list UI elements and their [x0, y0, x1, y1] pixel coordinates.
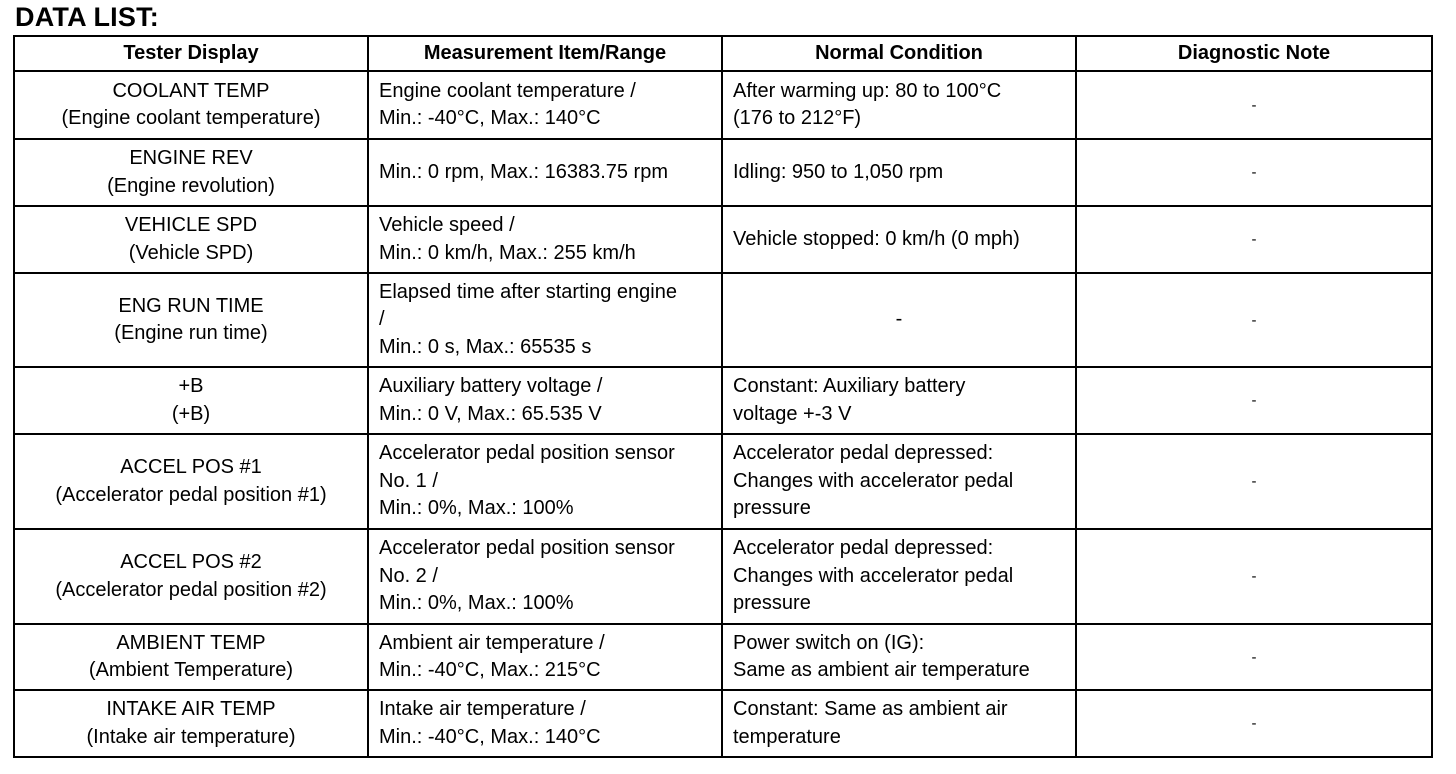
diagnostic-note-text: -	[1251, 392, 1257, 410]
header-normal-condition: Normal Condition	[722, 36, 1076, 71]
table-header-row	[14, 36, 1432, 71]
measurement-cell-line: Min.: -40°C, Max.: 140°C	[379, 725, 601, 748]
header-diagnostic-note: Diagnostic Note	[1076, 36, 1432, 71]
normal-condition-cell-line: pressure	[733, 592, 811, 615]
table-row	[14, 624, 1432, 690]
tester-display-cell-line: (Accelerator pedal position #2)	[55, 578, 327, 601]
normal-condition-cell-line: pressure	[733, 497, 811, 520]
diagnostic-note-text: -	[1251, 231, 1257, 249]
normal-condition-cell-line: Accelerator pedal depressed:	[733, 537, 994, 560]
measurement-cell-line: Accelerator pedal position sensor	[379, 537, 675, 560]
diagnostic-note-text: -	[1251, 473, 1257, 491]
measurement-cell	[368, 71, 722, 139]
measurement-cell-line: Ambient air temperature /	[379, 631, 605, 654]
normal-condition-cell-line: temperature	[733, 725, 841, 748]
tester-display-cell-line: (Intake air temperature)	[86, 725, 296, 748]
diagnostic-note-cell	[1076, 139, 1432, 206]
normal-condition-cell	[722, 434, 1076, 529]
tester-display-cell	[14, 71, 368, 139]
diagnostic-note-cell	[1076, 624, 1432, 690]
normal-condition-cell	[722, 690, 1076, 757]
measurement-cell-line: Min.: 0 V, Max.: 65.535 V	[379, 402, 602, 425]
tester-display-cell	[14, 273, 368, 367]
measurement-cell	[368, 367, 722, 434]
tester-display-cell-line: VEHICLE SPD	[124, 214, 258, 236]
measurement-cell-line: No. 1 /	[379, 469, 438, 492]
normal-condition-cell-line: -	[895, 308, 903, 331]
normal-condition-cell-line: After warming up: 80 to 100°C	[733, 79, 1002, 102]
tester-display-cell-line: +B	[178, 375, 204, 397]
tester-display-cell	[14, 529, 368, 624]
diagnostic-note-text: -	[1251, 311, 1257, 329]
diagnostic-note-cell	[1076, 529, 1432, 624]
normal-condition-cell-line: Idling: 950 to 1,050 rpm	[733, 160, 944, 183]
normal-condition-cell	[722, 139, 1076, 206]
measurement-cell	[368, 273, 722, 367]
table-row	[14, 273, 1432, 367]
normal-condition-cell	[722, 529, 1076, 624]
diagnostic-note-cell	[1076, 690, 1432, 757]
measurement-cell	[368, 434, 722, 529]
normal-condition-cell	[722, 367, 1076, 434]
diagnostic-note-cell	[1076, 206, 1432, 273]
tester-display-cell-line: AMBIENT TEMP	[116, 631, 266, 654]
header-tester-display: Tester Display	[14, 36, 368, 71]
tester-display-cell-line: ACCEL POS #2	[120, 551, 262, 573]
diagnostic-note-cell	[1076, 367, 1432, 434]
measurement-cell-line: Accelerator pedal position sensor	[379, 442, 675, 465]
measurement-cell-line: Min.: 0 rpm, Max.: 16383.75 rpm	[379, 160, 669, 183]
normal-condition-cell	[722, 71, 1076, 139]
tester-display-cell	[14, 434, 368, 529]
measurement-cell-line: Min.: -40°C, Max.: 140°C	[379, 107, 601, 129]
measurement-cell-line: Min.: 0 s, Max.: 65535 s	[379, 335, 592, 358]
tester-display-cell-line: (Engine revolution)	[107, 174, 275, 197]
tester-display-cell	[14, 367, 368, 434]
tester-display-cell	[14, 624, 368, 690]
tester-display-cell-line: (Engine run time)	[114, 322, 268, 344]
normal-condition-cell-line: Changes with accelerator pedal	[733, 564, 1014, 587]
normal-condition-cell	[722, 624, 1076, 690]
table-row	[14, 529, 1432, 624]
measurement-cell	[368, 690, 722, 757]
tester-display-cell-line: (Accelerator pedal position #1)	[55, 483, 327, 506]
measurement-cell-line: Min.: 0 km/h, Max.: 255 km/h	[379, 241, 636, 264]
measurement-cell-line: Engine coolant temperature /	[379, 79, 636, 102]
tester-display-cell-line: ENG RUN TIME	[118, 294, 264, 317]
measurement-cell-line: Elapsed time after starting engine	[379, 280, 677, 303]
diagnostic-note-text: -	[1251, 96, 1257, 114]
diagnostic-note-text: -	[1251, 568, 1257, 586]
normal-condition-cell-line: Constant: Same as ambient air	[733, 698, 1008, 720]
tester-display-cell-line: ACCEL POS #1	[120, 456, 262, 478]
data-list-table	[13, 35, 1433, 758]
measurement-cell	[368, 624, 722, 690]
normal-condition-cell-line: (176 to 212°F)	[733, 107, 862, 129]
measurement-cell-line: Min.: -40°C, Max.: 215°C	[379, 659, 601, 681]
measurement-cell-line: Min.: 0%, Max.: 100%	[379, 497, 574, 520]
diagnostic-note-text: -	[1251, 164, 1257, 182]
diagnostic-note-text: -	[1251, 648, 1257, 666]
measurement-cell-line: Intake air temperature /	[379, 698, 586, 720]
normal-condition-cell-line: Same as ambient air temperature	[733, 659, 1030, 681]
measurement-cell	[368, 139, 722, 206]
measurement-cell-line: Auxiliary battery voltage /	[379, 375, 603, 397]
normal-condition-cell-line: Power switch on (IG):	[733, 631, 925, 654]
diagnostic-note-cell	[1076, 273, 1432, 367]
table-row	[14, 139, 1432, 206]
tester-display-cell	[14, 206, 368, 273]
measurement-cell	[368, 206, 722, 273]
normal-condition-cell-line: Changes with accelerator pedal	[733, 469, 1014, 492]
tester-display-cell-line: (Vehicle SPD)	[128, 241, 254, 264]
page-title: DATA LIST:	[15, 2, 159, 32]
tester-display-cell-line: (+B)	[171, 402, 211, 425]
measurement-cell-line: No. 2 /	[379, 564, 438, 587]
table-row	[14, 367, 1432, 434]
table-row	[14, 434, 1432, 529]
tester-display-cell-line: (Ambient Temperature)	[88, 659, 294, 681]
tester-display-cell-line: COOLANT TEMP	[112, 79, 270, 102]
normal-condition-cell-line: Constant: Auxiliary battery	[733, 375, 966, 397]
diagnostic-note-text: -	[1251, 715, 1257, 733]
table-row	[14, 71, 1432, 139]
tester-display-cell	[14, 139, 368, 206]
normal-condition-cell-line: Accelerator pedal depressed:	[733, 442, 994, 465]
tester-display-cell-line: (Engine coolant temperature)	[61, 107, 321, 129]
tester-display-cell-line: INTAKE AIR TEMP	[106, 698, 276, 720]
diagnostic-note-cell	[1076, 434, 1432, 529]
tester-display-cell-line: ENGINE REV	[129, 147, 253, 169]
measurement-cell-line: Min.: 0%, Max.: 100%	[379, 592, 574, 615]
diagnostic-note-cell	[1076, 71, 1432, 139]
normal-condition-cell	[722, 206, 1076, 273]
table-row	[14, 206, 1432, 273]
measurement-cell	[368, 529, 722, 624]
normal-condition-cell-line: voltage +-3 V	[733, 402, 852, 425]
normal-condition-cell-line: Vehicle stopped: 0 km/h (0 mph)	[733, 227, 1020, 250]
tester-display-cell	[14, 690, 368, 757]
table-row	[14, 690, 1432, 757]
header-measurement-item: Measurement Item/Range	[368, 36, 722, 71]
normal-condition-cell	[722, 273, 1076, 367]
measurement-cell-line: Vehicle speed /	[379, 214, 515, 236]
measurement-cell-line: /	[379, 308, 385, 331]
